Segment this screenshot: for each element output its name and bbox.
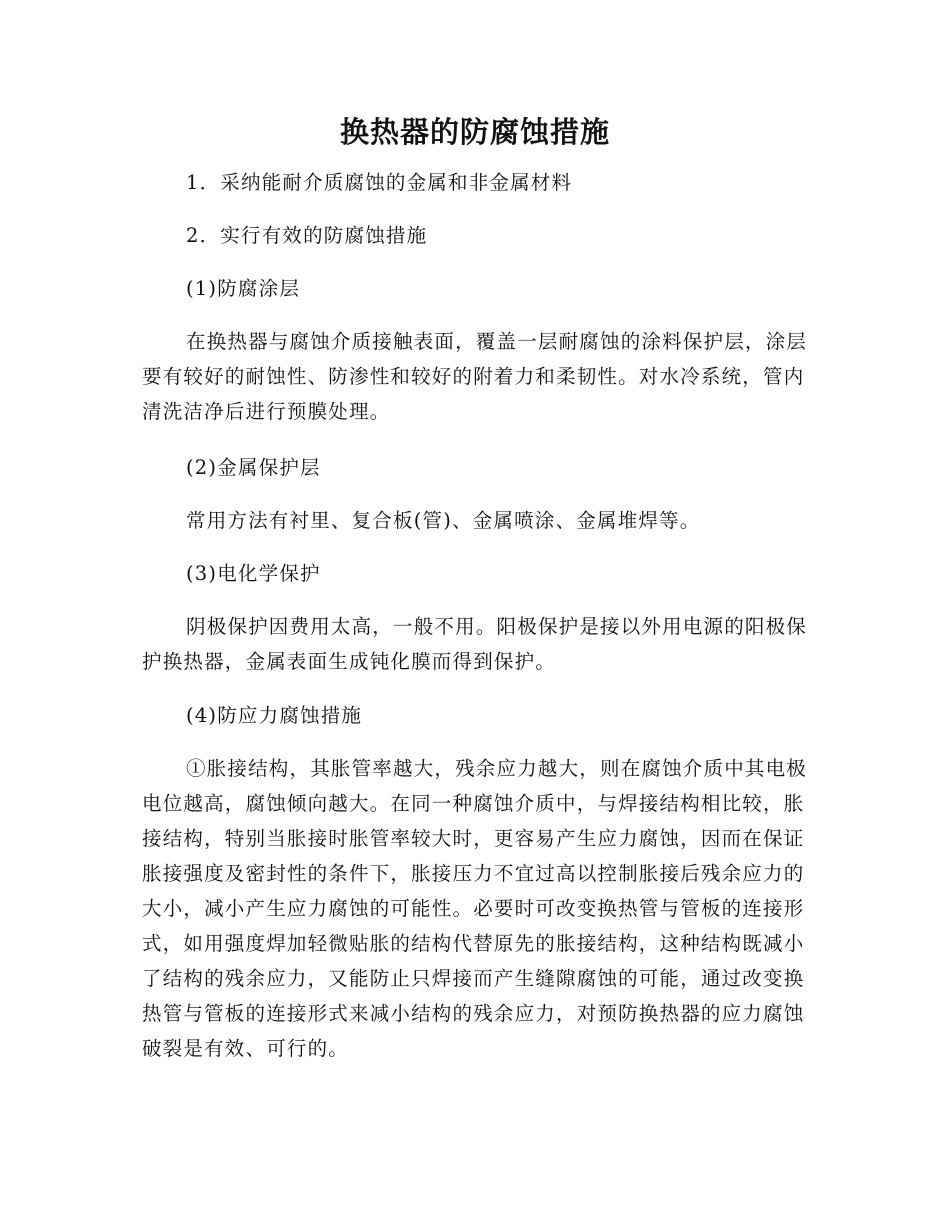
- paragraph-electrochemical: 阴极保护因费用太高，一般不用。阳极保护是接以外用电源的阳极保护换热器，金属表面生成钝化膜而得到保护。: [142, 615, 808, 673]
- subheading-coating: (1)防腐涂层: [186, 277, 301, 300]
- subheading-metal-layer: (2)金属保护层: [186, 456, 321, 479]
- paragraph-coating: 在换热器与腐蚀介质接触表面，覆盖一层耐腐蚀的涂料保护层，涂层要有较好的耐蚀性、防渗性和较好的附着力和柔韧性。对水冷系统，管内清洗洁净后进行预膜处理。: [142, 330, 808, 423]
- list-item-2: 2．实行有效的防腐蚀措施: [186, 224, 428, 247]
- list-item-1: 1．采纳能耐介质腐蚀的金属和非金属材料: [186, 171, 573, 194]
- paragraph-metal-layer: 常用方法有衬里、复合板(管)、金属喷涂、金属堆焊等。: [186, 509, 701, 532]
- paragraph-stress-corrosion: ①胀接结构，其胀管率越大，残余应力越大，则在腐蚀介质中其电极电位越高，腐蚀倾向越大。在同一种腐蚀介质中，与焊接结构相比较，胀接结构，特别当胀接时胀管率较大时，更容易产生应力腐蚀，因而在保证胀接强度及密封性的条件下，胀接压力不宜过高以控制胀接后残余应力的大小，减小产生应力腐蚀的可能性。必要时可改变换热管与管板的连接形式，如用强度焊加轻微贴胀的结构代替原先的胀接结构，这种结构既减小了结构的残余应力，又能防止只焊接而产生缝隙腐蚀的可能，通过改变换热管与管板的连接形式来减小结构的残余应力，对预防换热器的应力腐蚀破裂是有效、可行的。: [142, 757, 808, 1060]
- document-title: 换热器的防腐蚀措施: [339, 115, 610, 149]
- subheading-stress-corrosion: (4)防应力腐蚀措施: [186, 704, 363, 727]
- subheading-electrochemical: (3)电化学保护: [186, 562, 321, 585]
